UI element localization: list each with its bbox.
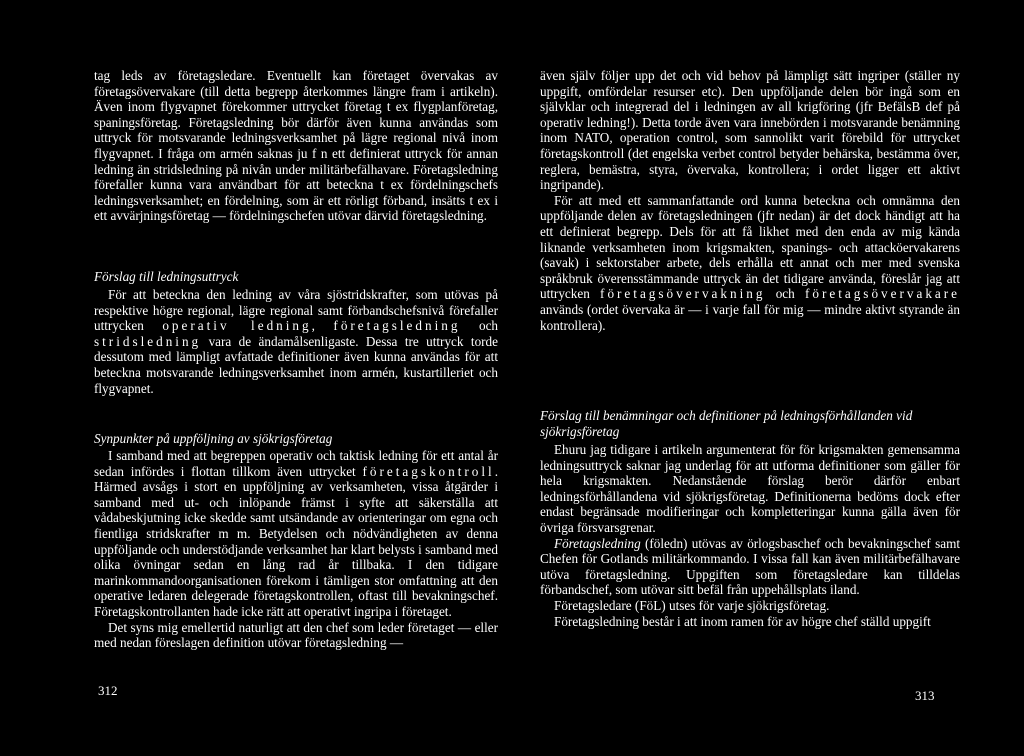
right-column-top <box>540 68 960 333</box>
spaced-term: företagsövervakning <box>600 286 766 302</box>
spaced-term: stridsledning <box>94 333 202 349</box>
spaced-term: företagsledning <box>333 318 461 334</box>
section-heading: Synpunkter på uppföljning av sjökrigsföretag <box>94 431 333 446</box>
section-heading: Förslag till ledningsuttryck <box>94 269 239 284</box>
spaced-term: företagsövervakare <box>804 286 961 302</box>
italic-term: Företagsledning <box>554 535 641 551</box>
left-section-synpunkter <box>94 431 498 651</box>
spaced-term: operativ ledning <box>162 318 312 334</box>
body-paragraph: även själv följer upp det och vid behov på lämpligt sätt ingriper (ställer ny uppgift, omfördelar resurser etc). Den uppföljande delen bör ingå som en självklar och integrerad del i ledningen av all krigföring (jfr BefälsB def på operativ ledning!). Detta torde även vara innebörden i motsvarande benämning inom NATO, operation control, som sannolikt varit förebild för uttrycket företagskontroll (det engelska verbet control betyder behärska, bestämma över, reglera, bemästra, styra, övervaka, kontrollera; i ordet ligger ett aktivt ingripande). <box>540 68 960 193</box>
body-paragraph: Företagsledning består i att inom ramen för av högre chef ställd uppgift <box>554 613 931 629</box>
page-number: 313 <box>915 688 935 703</box>
spaced-term: företagskontroll <box>362 463 495 479</box>
body-paragraph: I samband med att begreppen operativ och taktisk ledning för ett antal år sedan infördes i flottan tillkom även uttrycket företagskontroll. Härmed avsågs i stort en uppföljning av verksamheten, vissa åtgärder i samband med ut- och inlöpande främst i syfte att säkerställa att vådabeskjutning icke skedde samt utsändande av orienteringar om egna och fientliga stridskrafter m m. Betydelsen och nödvändigheten av denna uppföljande och understödjande verksamhet har klart belysts i samband med olika övningar sedan en lång rad år tillbaka. I den tidigare marinkommandoorganisationen förekom i tämligen stor omfattning att den operative ledaren delegerade företagskontrollen, oftast till bevakningschef. Företagskontrollanten hade icke rätt att operativt ingripa i företaget. <box>94 448 499 619</box>
body-paragraph: Företagsledning (föledn) utövas av örlogsbaschef och bevakningschef samt Chefen för Gotlands militärkommando. I vissa fall kan även militärbefälhavare utöva företagsledning. Uppgiften som företagsledare kan tilldelas förbandschef, som utövar sitt befäl från uppehållsplats iland. <box>540 535 960 598</box>
right-section-benamningar <box>540 408 960 629</box>
right-page <box>512 0 1024 756</box>
left-column-top <box>94 68 498 224</box>
body-paragraph: För att beteckna den ledning av våra sjöstridskrafter, som utövas på respektive högre regional, lägre regional samt förbandschefsnivå förefaller uttrycken operativ ledning, företagsledning och stridsledning vara de ändamålsenligaste. Dessa tre uttryck torde dessutom med lämpligt avfattade definitioner även kunna användas för att beteckna motsvarande ledningsverksamhet inom armén, kustartilleriet och flygvapnet. <box>94 287 499 396</box>
body-paragraph: tag leds av företagsledare. Eventuellt kan företaget övervakas av företagsövervakare (till detta begrepp återkommes längre fram i artikeln). Även inom flygvapnet förekommer uttrycket företag t ex flygplanföretag, spaningsföretag. Företagsledning bör därför även kunna användas som uttryck för motsvarande ledningsverksamhet på lägre regional nivå inom flygvapnet. I fråga om armén saknas ju f n ett definierat uttryck för annan ledning än stridsledning på nivån under militärbefälhavare. Företagsledning förefaller kunna vara användbart för att beteckna t ex fördelningschefs ledningsverksamhet; en fördelning, som är ett rörligt förband, insätts t ex i ett avvärjningsföretag — fördelningschefen utövar därvid företagsledning. <box>94 68 498 224</box>
left-section-ledningsuttryck <box>94 269 498 396</box>
body-paragraph: Det syns mig emellertid naturligt att den chef som leder företaget — eller med nedan föreslagen definition utövar företagsledning — <box>94 619 498 651</box>
body-paragraph: För att med ett sammanfattande ord kunna beteckna och omnämna den uppföljande delen av företagsledningen (jfr nedan) är det dock händigt att ha ett definierat begrepp. Dels för att få likhet med den enda av mig kända liknande verksamheten inom krigsmakten, spanings- och attacköervakarens (savak) i sektorstaber arbete, dels erhålla ett annat och mer med svenska språkbruk överensstämmande uttryck än det tidigare använda, föreslår jag att uttrycken företagsövervakning och företagsövervakare används (ordet övervaka är — i varje fall för mig — mindre aktivt styrande än kontrollera). <box>540 192 961 333</box>
body-paragraph: Ehuru jag tidigare i artikeln argumenterat för för krigsmakten gemensamma ledningsuttryck saknar jag underlag för att utforma definitioner som gäller för hela krigsmakten. Nedanstående förslag berör därför enbart ledningsförhållandena vid sjökrigsföretag. Definitionerna bedöms dock efter endast begränsade modifieringar och kompletteringar kunna gälla även för övriga försvarsgrenar. <box>540 442 960 535</box>
section-heading: Förslag till benämningar och definitioner på ledningsförhållanden vid sjökrigsföretag <box>540 408 913 439</box>
page-number: 312 <box>98 683 118 698</box>
body-paragraph: Företagsledare (FöL) utses för varje sjökrigsföretag. <box>554 597 830 613</box>
